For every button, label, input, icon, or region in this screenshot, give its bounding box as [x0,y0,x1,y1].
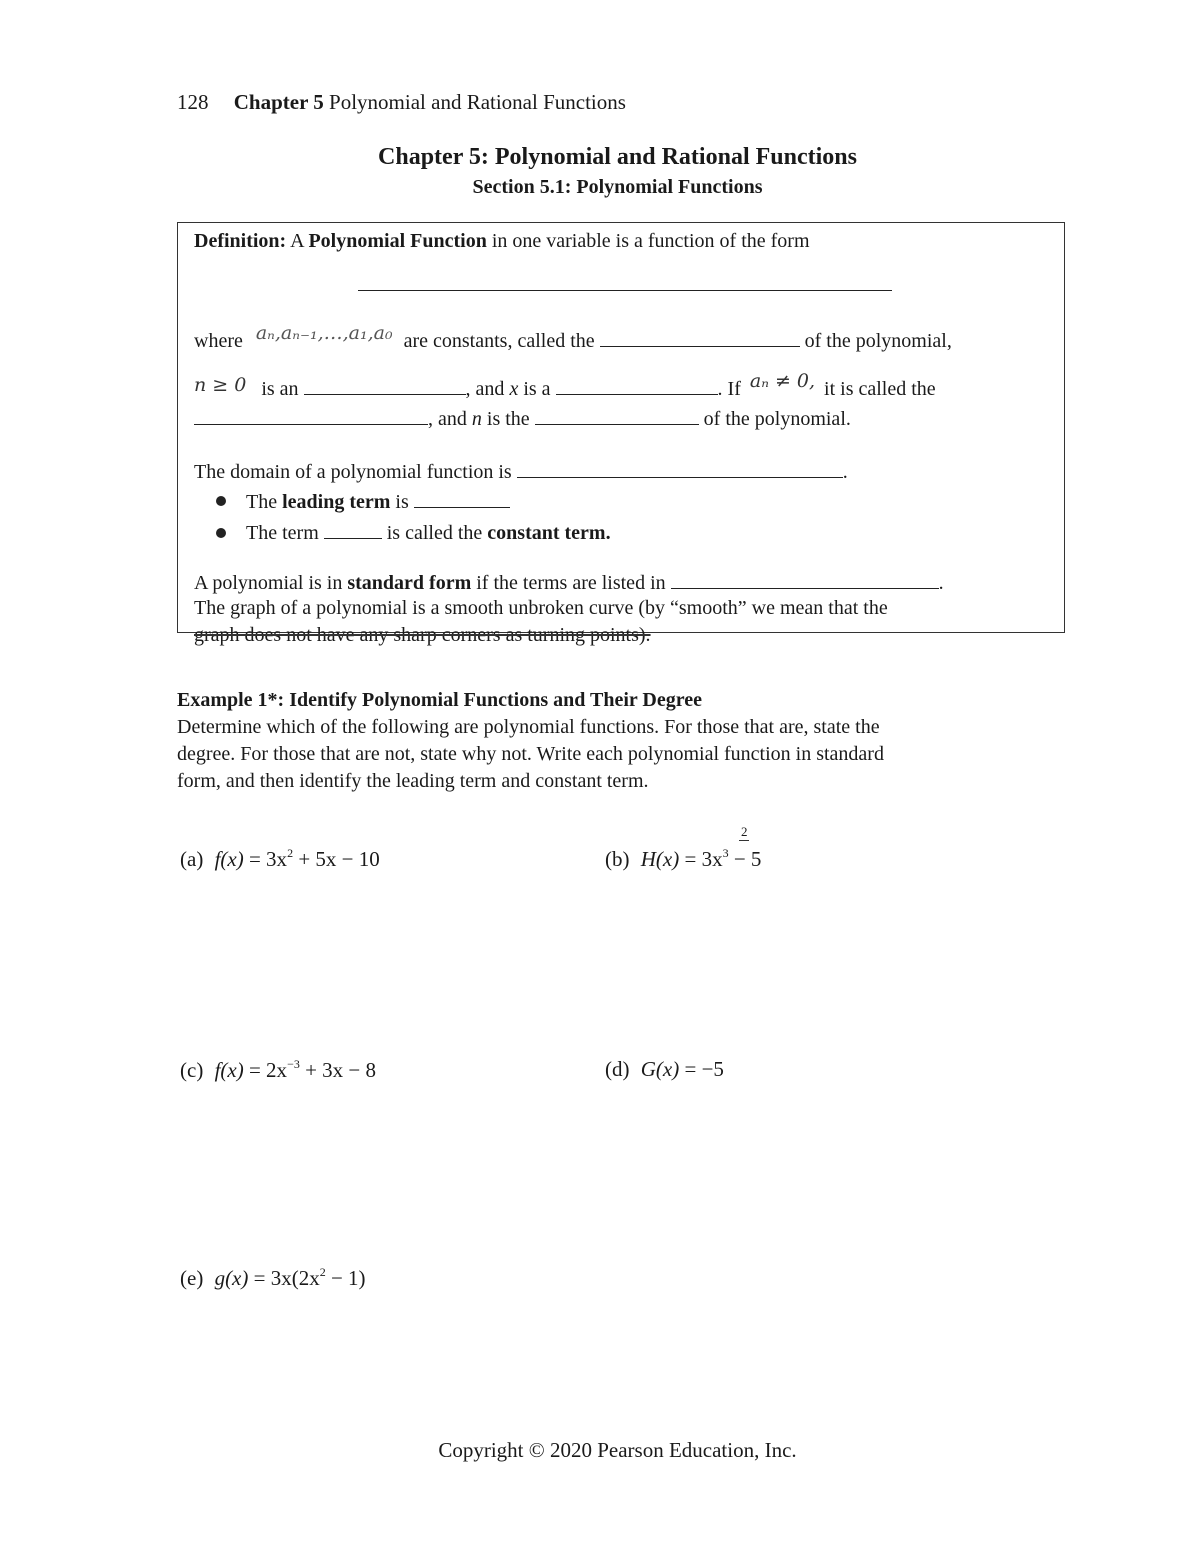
definition-text: in one variable is a function of the form [491,230,810,252]
exponent: −3 [287,1057,300,1071]
function-name: f(x) [214,847,244,871]
definition-text: is a [523,378,551,400]
definition-text: it is called the [824,378,936,400]
constant-term-line [246,520,611,545]
exponent: 2 [319,1265,326,1279]
page-number: 128 [177,90,209,114]
coefficients-blank[interactable] [600,328,800,347]
definition-line [194,230,810,253]
integer-blank[interactable] [304,376,466,395]
leading-coefficient-blank[interactable] [194,406,428,425]
standard-form-blank[interactable] [671,570,939,589]
part-label: (e) [180,1266,204,1290]
example-part-b [605,846,761,872]
leading-term-label: leading term [282,491,391,513]
variable-blank[interactable] [556,376,718,395]
definition-label: Definition: [194,230,287,252]
equation-text: = 3x(2x [253,1266,320,1290]
standard-form-label: standard form [347,572,472,594]
standard-form-line [194,570,944,595]
definition-line [194,370,936,401]
running-head [177,90,626,115]
part-label: (d) [605,1057,630,1081]
exponent: 2 [287,846,294,860]
bullet-icon [216,496,226,506]
definition-text: , and [465,378,505,400]
definition-text: is called the [386,522,483,544]
equation-text: = −5 [684,1057,724,1081]
equation-text: = 2x [248,1058,288,1082]
example-text-line: form, and then identify the leading term and constant term. [177,770,649,792]
definition-text: is [395,491,409,513]
definition-text: The domain of a polynomial function is [194,461,512,483]
equation-text: = 3x [248,847,288,871]
definition-text: The [246,491,278,513]
n-geq-zero-math: n ≥ 0 [194,374,247,396]
exponent: 3 [722,846,729,860]
part-label: (c) [180,1058,204,1082]
example-text-line: degree. For those that are not, state why not. Write each polynomial function in standard [177,743,884,765]
example-text-line: Determine which of the following are polynomial functions. For those that are, state the [177,716,880,738]
fraction-numerator: 2 [741,824,748,839]
an-nonzero-math: aₙ ≠ 0, [749,370,816,392]
bullet-icon [216,528,226,538]
definition-text: is an [261,378,299,400]
constant-term-blank[interactable] [324,520,382,539]
equation-text: + 5x − 10 [293,847,380,871]
definition-text: are constants, called the [403,330,595,352]
example-heading: Example 1*: Identify Polynomial Functions and Their Degree [177,689,703,711]
fraction-bar [739,840,749,841]
definition-text: is the [486,408,530,430]
coefficients-math: aₙ,aₙ₋₁,…,a₁,a₀ [255,322,393,344]
graph-line-1: The graph of a polynomial is a smooth unbroken curve (by “smooth” we mean that the [194,597,888,619]
domain-blank[interactable] [517,459,843,478]
definition-text: of the polynomial, [804,330,952,352]
section-title: Section 5.1: Polynomial Functions [472,176,763,198]
definition-term: Polynomial Function [308,230,487,252]
part-label: (b) [605,847,630,871]
function-name: g(x) [214,1266,249,1290]
definition-line [194,406,851,431]
equation-text: − 1) [325,1266,366,1290]
equation-text: = 3x [684,847,723,871]
copyright-footer: Copyright © 2020 Pearson Education, Inc. [438,1438,797,1462]
definition-text: A [290,230,304,252]
example-part-e [180,1265,366,1291]
x-variable: x [509,378,519,400]
n-variable: n [471,408,482,430]
definition-text: . If [717,378,741,400]
part-label: (a) [180,847,204,871]
page-title: Chapter 5: Polynomial and Rational Functions [378,144,857,170]
formula-blank[interactable] [358,290,892,291]
degree-blank[interactable] [535,406,699,425]
domain-line [194,459,848,484]
definition-text: if the terms are listed in [476,572,666,594]
function-name: f(x) [214,1058,244,1082]
definition-text: . [842,461,848,483]
leading-term-line [246,489,510,514]
example-part-d [605,1057,724,1082]
running-head-chapter: Chapter 5 [233,90,324,114]
constant-term-label: constant term. [487,522,611,544]
function-name: G(x) [640,1057,680,1081]
definition-text: A polynomial is in [194,572,343,594]
definition-text: of the polynomial. [703,408,851,430]
graph-line-2: graph does not have any sharp corners as turning points). [194,624,651,646]
equation-text: − 5 [728,847,762,871]
definition-text: where [194,330,243,352]
function-name: H(x) [640,847,680,871]
example-part-a [180,846,380,872]
example-part-c [180,1057,376,1083]
equation-text: + 3x − 8 [299,1058,377,1082]
leading-term-blank[interactable] [414,489,510,508]
running-head-title: Polynomial and Rational Functions [329,90,626,114]
definition-line [194,322,952,353]
definition-text: The term [246,522,319,544]
definition-text: . [938,572,944,594]
definition-text: , and [428,408,467,430]
